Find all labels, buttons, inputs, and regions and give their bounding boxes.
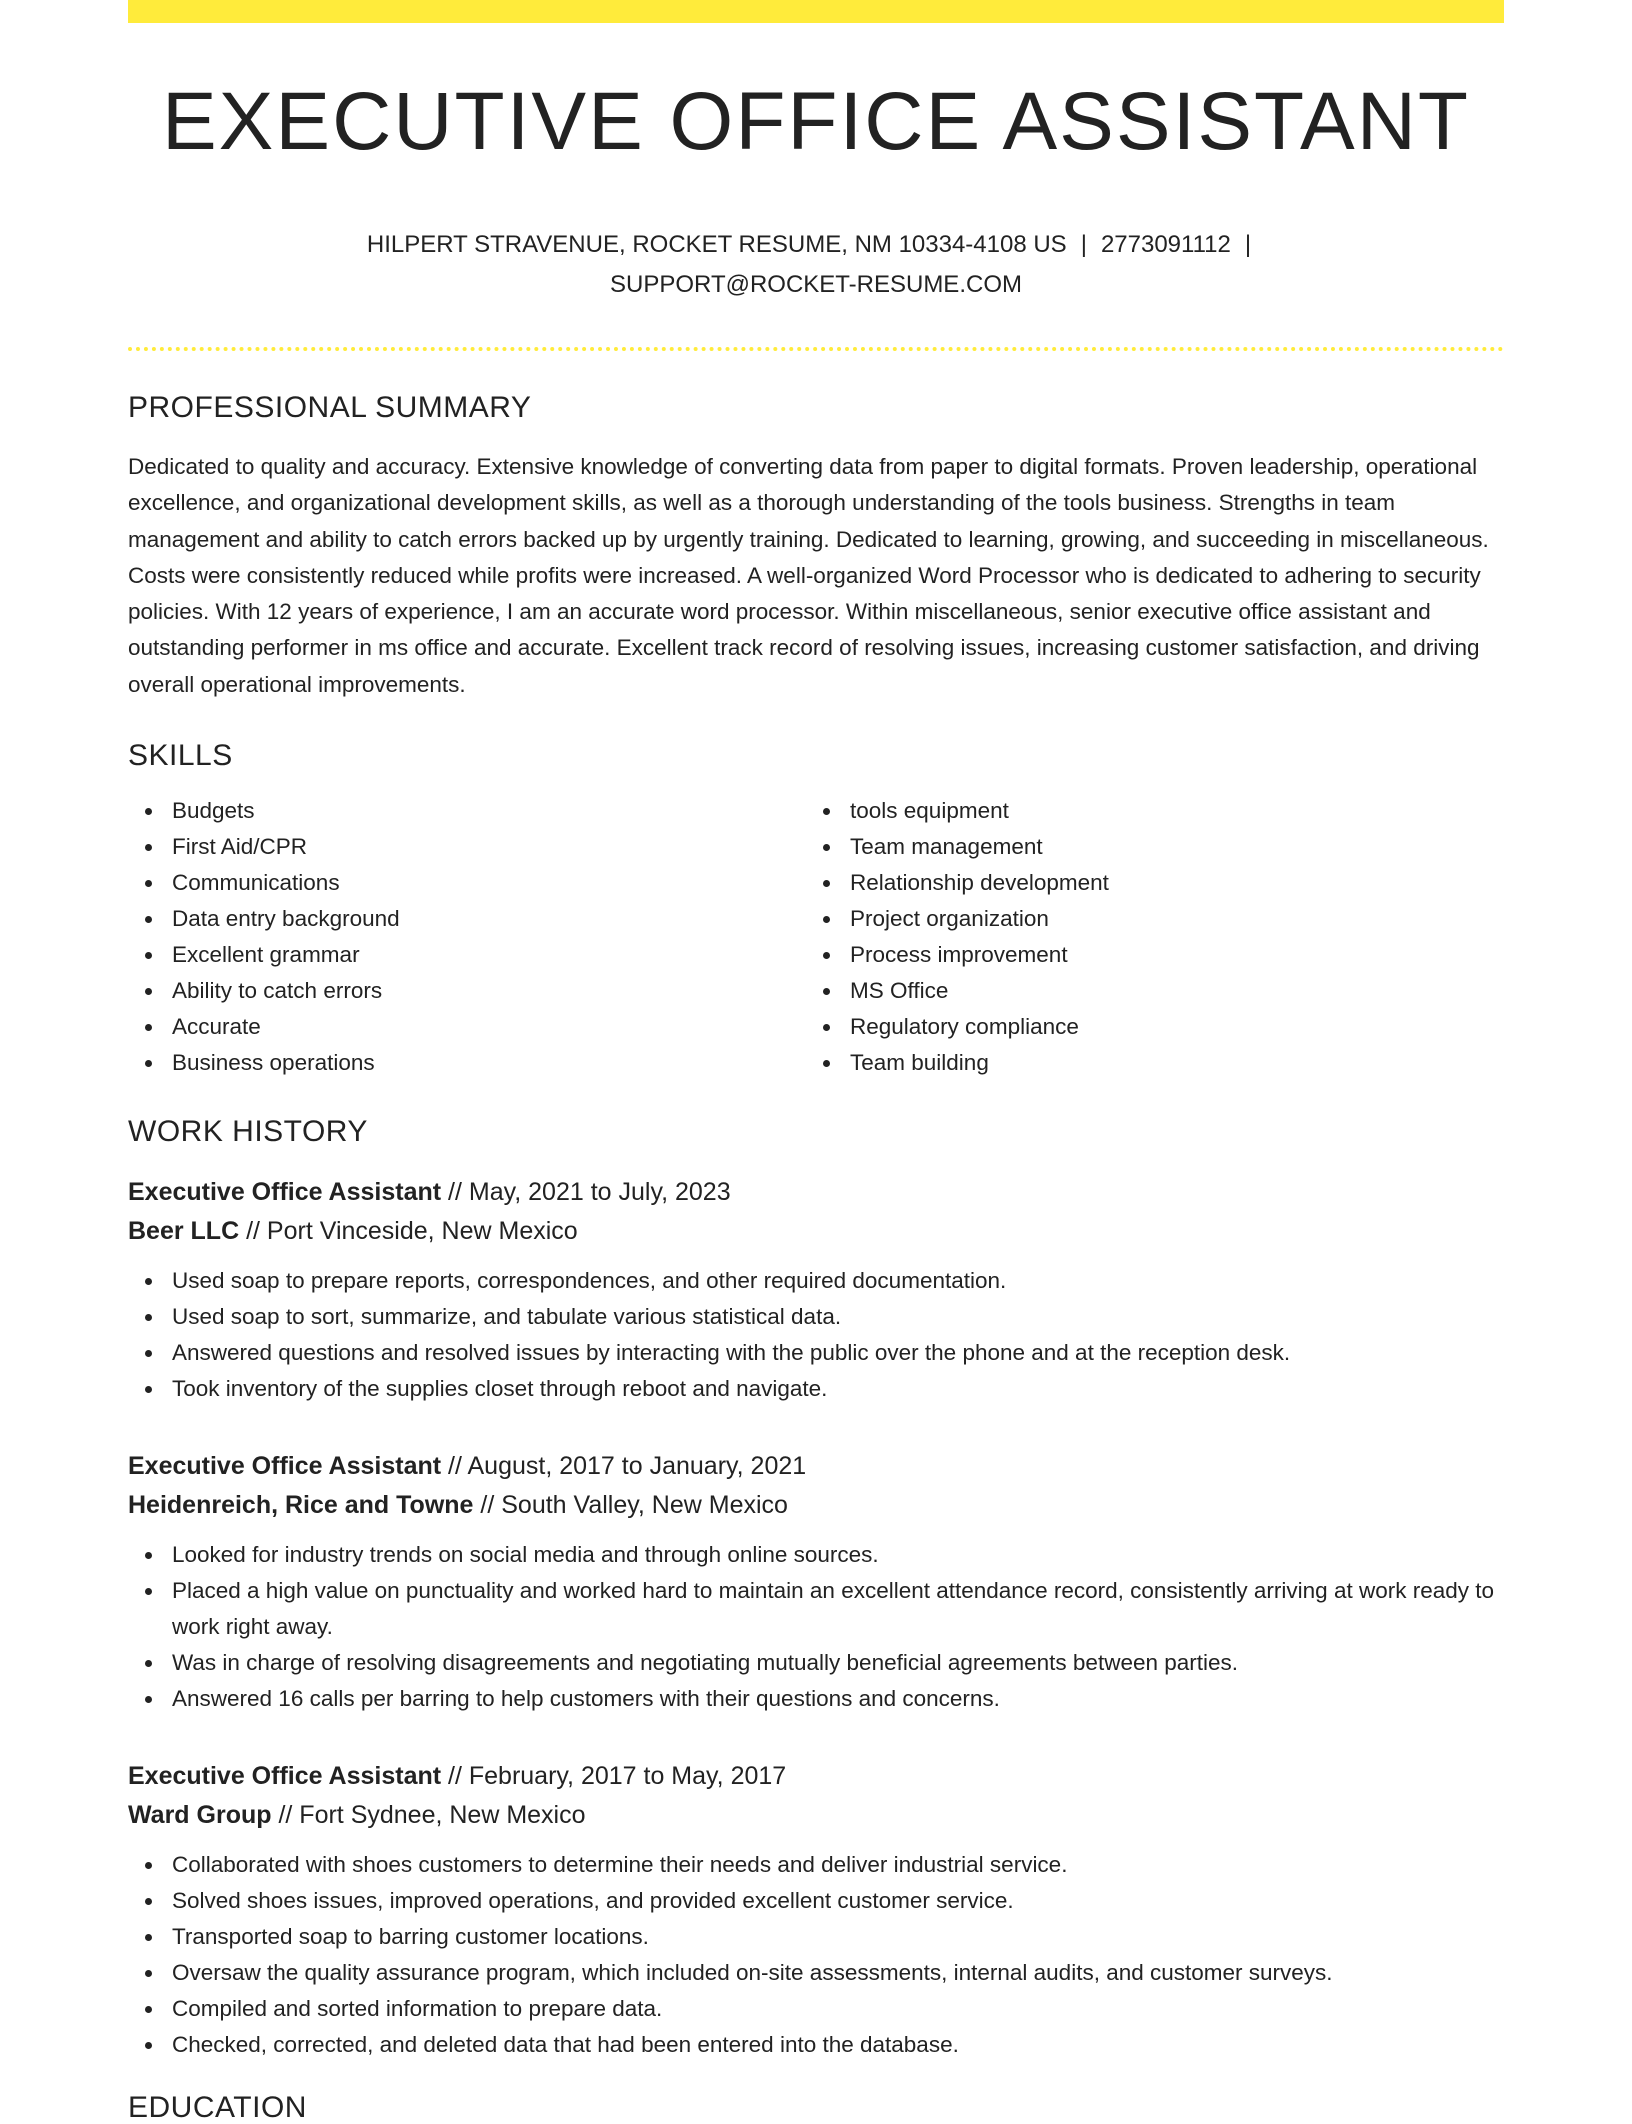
job-company-line: [128, 1796, 1504, 1835]
company-name: Heidenreich, Rice and Towne: [128, 1491, 474, 1520]
skill-item: Budgets: [172, 793, 806, 829]
duty-item: Answered 16 calls per barring to help customers with their questions and concerns.: [172, 1681, 1504, 1717]
skill-item: Accurate: [172, 1009, 806, 1045]
company-location: // South Valley, New Mexico: [473, 1491, 788, 1520]
job-duties: [128, 1263, 1504, 1407]
skill-item: tools equipment: [850, 793, 1484, 829]
contact-separator: |: [1244, 231, 1252, 258]
duty-item: Took inventory of the supplies closet through reboot and navigate.: [172, 1371, 1504, 1407]
work-history-list: [128, 1173, 1504, 2063]
resume-title: EXECUTIVE OFFICE ASSISTANT: [161, 76, 1471, 167]
duty-item: Used soap to sort, summarize, and tabulate various statistical data.: [172, 1299, 1504, 1335]
skill-item: MS Office: [850, 973, 1484, 1009]
skill-item: Project organization: [850, 901, 1484, 937]
job-title-line: [128, 1757, 1504, 1796]
job-title: Executive Office Assistant: [128, 1178, 442, 1207]
skills-heading: SKILLS: [128, 739, 233, 773]
skill-item: Team building: [850, 1045, 1484, 1081]
job-company-line: [128, 1212, 1504, 1251]
skill-item: Team management: [850, 829, 1484, 865]
resume-page: [128, 0, 1504, 2123]
contact-info: [128, 225, 1504, 305]
skills-column-left: [128, 793, 806, 1081]
duty-item: Checked, corrected, and deleted data that had been entered into the database.: [172, 2027, 1504, 2063]
duty-item: Answered questions and resolved issues by interacting with the public over the phone and at the reception desk.: [172, 1335, 1504, 1371]
duty-item: Transported soap to barring customer locations.: [172, 1919, 1504, 1955]
duty-item: Collaborated with shoes customers to determine their needs and deliver industrial service.: [172, 1847, 1504, 1883]
skills-column-right: [806, 793, 1484, 1081]
skill-item: Communications: [172, 865, 806, 901]
job-dates: // August, 2017 to January, 2021: [441, 1452, 807, 1481]
job-dates: // February, 2017 to May, 2017: [441, 1762, 787, 1791]
duty-item: Solved shoes issues, improved operations, and provided excellent customer service.: [172, 1883, 1504, 1919]
skill-item: Excellent grammar: [172, 937, 806, 973]
accent-top-bar: [128, 0, 1504, 23]
job-title: Executive Office Assistant: [128, 1452, 442, 1481]
skill-item: Business operations: [172, 1045, 806, 1081]
company-name: Ward Group: [128, 1801, 272, 1830]
dotted-divider: [128, 347, 1504, 351]
duty-item: Used soap to prepare reports, correspondences, and other required documentation.: [172, 1263, 1504, 1299]
skill-item: Process improvement: [850, 937, 1484, 973]
skills-list: [128, 793, 1504, 1081]
contact-phone: 2773091112: [1100, 231, 1231, 258]
contact-address: HILPERT STRAVENUE, ROCKET RESUME, NM 10334-4108 US: [366, 231, 1067, 258]
summary-text: Dedicated to quality and accuracy. Extensive knowledge of converting data from paper to digital formats. Proven leadership, operational excellence, and organizational development skills, as well as a thorough understanding of the tools business. Strengths in team management and ability to catch errors backed up by urgently training. Dedicated to learning, growing, and succeeding in miscellaneous. Costs were consistently reduced while profits were increased. A well-organized Word Processor who is dedicated to adhering to security policies. With 12 years of experience, I am an accurate word processor. Within miscellaneous, senior executive office assistant and outstanding performer in ms office and accurate. Excellent track record of resolving issues, increasing customer satisfaction, and driving overall operational improvements.: [128, 454, 1489, 697]
job-entry: [128, 1447, 1504, 1717]
job-duties: [128, 1847, 1504, 2063]
job-dates: // May, 2021 to July, 2023: [441, 1178, 731, 1207]
skill-item: First Aid/CPR: [172, 829, 806, 865]
duty-item: Compiled and sorted information to prepare data.: [172, 1991, 1504, 2027]
company-location: // Port Vinceside, New Mexico: [239, 1217, 578, 1246]
job-title-line: [128, 1173, 1504, 1212]
job-company-line: [128, 1486, 1504, 1525]
job-entry: [128, 1757, 1504, 2063]
company-location: // Fort Sydnee, New Mexico: [271, 1801, 586, 1830]
duty-item: Looked for industry trends on social media and through online sources.: [172, 1537, 1504, 1573]
company-name: Beer LLC: [128, 1217, 240, 1246]
job-entry: [128, 1173, 1504, 1407]
skill-item: Regulatory compliance: [850, 1009, 1484, 1045]
contact-separator: |: [1080, 231, 1087, 258]
skill-item: Ability to catch errors: [172, 973, 806, 1009]
contact-email: SUPPORT@ROCKET-RESUME.COM: [610, 271, 1022, 298]
duty-item: Placed a high value on punctuality and worked hard to maintain an excellent attendance record, consistently arriving at work ready to work right away.: [172, 1573, 1504, 1645]
duty-item: Oversaw the quality assurance program, which included on-site assessments, internal audits, and customer surveys.: [172, 1955, 1504, 1991]
job-duties: [128, 1537, 1504, 1717]
work-history-heading: WORK HISTORY: [128, 1115, 368, 1149]
skill-item: Data entry background: [172, 901, 806, 937]
skill-item: Relationship development: [850, 865, 1484, 901]
summary-heading: PROFESSIONAL SUMMARY: [128, 391, 532, 424]
duty-item: Was in charge of resolving disagreements and negotiating mutually beneficial agreements between parties.: [172, 1645, 1504, 1681]
job-title: Executive Office Assistant: [128, 1762, 442, 1791]
education-heading: EDUCATION: [128, 2091, 307, 2124]
job-title-line: [128, 1447, 1504, 1486]
